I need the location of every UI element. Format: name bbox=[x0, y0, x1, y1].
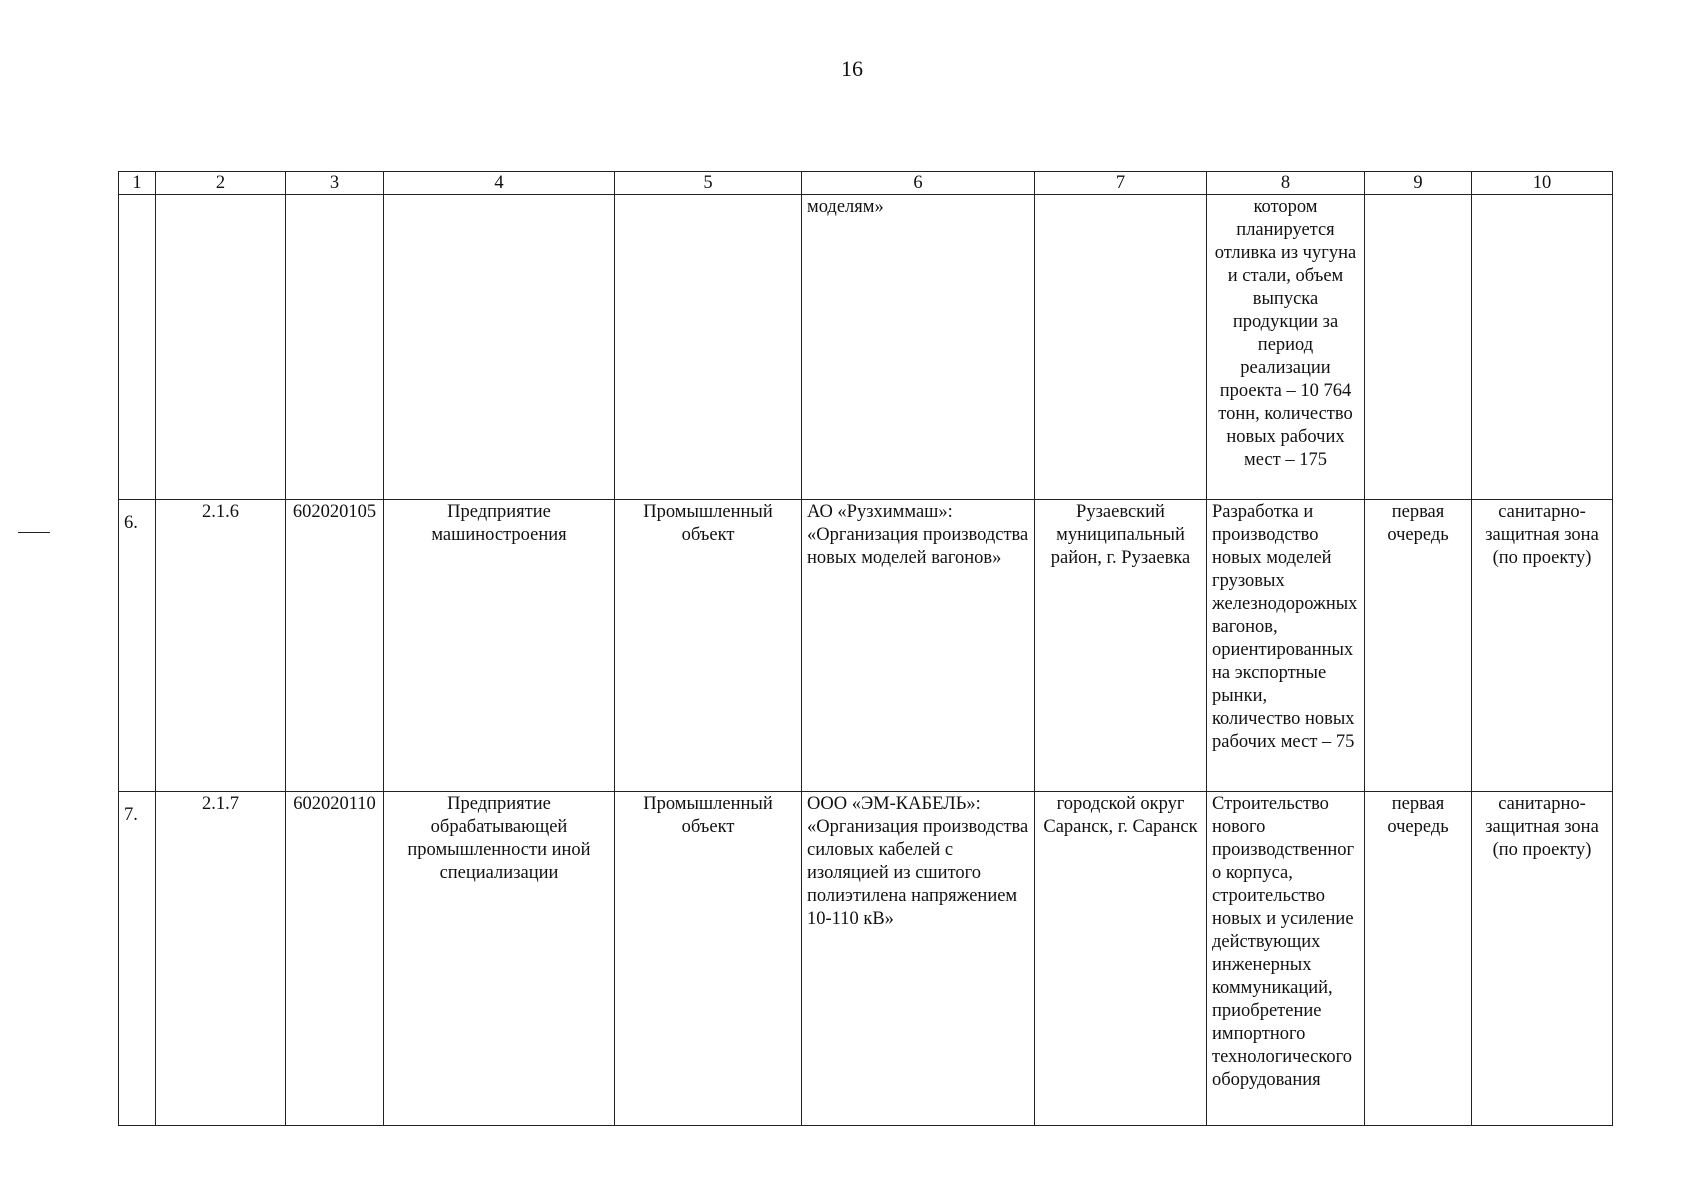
row-location: Рузаевский муниципальный район, г. Рузаевка bbox=[1035, 500, 1207, 792]
row-description: Строительство нового производственного корпуса, строительство новых и усиление действующих инженерных коммуникаций, приобретение импортного технологического оборудования bbox=[1207, 792, 1365, 1126]
row-stage: первая очередь bbox=[1365, 792, 1472, 1126]
table-cell bbox=[1365, 195, 1472, 500]
margin-dash-mark bbox=[18, 532, 50, 533]
header-cell: 2 bbox=[156, 172, 286, 195]
header-cell: 3 bbox=[286, 172, 384, 195]
row-zone: санитарно-защитная зона (по проекту) bbox=[1472, 792, 1613, 1126]
row-object-name: АО «Рузхиммаш»: «Организация производства новых моделей вагонов» bbox=[802, 500, 1035, 792]
header-cell: 6 bbox=[802, 172, 1035, 195]
table-cell bbox=[119, 195, 156, 500]
table-cell bbox=[615, 195, 802, 500]
row-object-name: ООО «ЭМ-КАБЕЛЬ»: «Организация производства силовых кабелей с изоляцией из сшитого полиэтилена напряжением 10-110 кВ» bbox=[802, 792, 1035, 1126]
register-table bbox=[118, 171, 1613, 1126]
table-cell bbox=[1035, 195, 1207, 500]
row-category: Промышленный объект bbox=[615, 792, 802, 1126]
object-name-continuation: моделям» bbox=[802, 195, 1035, 500]
header-cell: 9 bbox=[1365, 172, 1472, 195]
row-id: 602020110 bbox=[286, 792, 384, 1126]
table-cell bbox=[384, 195, 615, 500]
row-number: 7. bbox=[119, 792, 156, 1126]
header-cell: 7 bbox=[1035, 172, 1207, 195]
header-cell: 4 bbox=[384, 172, 615, 195]
table-cell bbox=[1472, 195, 1613, 500]
table-row bbox=[119, 792, 1613, 1126]
row-number: 6. bbox=[119, 500, 156, 792]
header-row bbox=[119, 172, 1613, 195]
description-continuation: котором планируется отливка из чугуна и стали, объем выпуска продукции за период реализации проекта – 10 764 тонн, количество новых рабочих мест – 175 bbox=[1207, 195, 1365, 500]
row-stage: первая очередь bbox=[1365, 500, 1472, 792]
row-code: 2.1.6 bbox=[156, 500, 286, 792]
header-cell: 5 bbox=[615, 172, 802, 195]
table-cell bbox=[286, 195, 384, 500]
table-row-continuation bbox=[119, 195, 1613, 500]
row-category: Промышленный объект bbox=[615, 500, 802, 792]
header-cell: 8 bbox=[1207, 172, 1365, 195]
row-type: Предприятие машиностроения bbox=[384, 500, 615, 792]
page-number: 16 bbox=[841, 56, 863, 81]
table-cell bbox=[156, 195, 286, 500]
row-location: городской округ Саранск, г. Саранск bbox=[1035, 792, 1207, 1126]
row-code: 2.1.7 bbox=[156, 792, 286, 1126]
row-description: Разработка и производство новых моделей грузовых железнодорожных вагонов, ориентированных на экспортные рынки, количество новых рабочих мест – 75 bbox=[1207, 500, 1365, 792]
table-row bbox=[119, 500, 1613, 792]
header-cell: 1 bbox=[119, 172, 156, 195]
row-type: Предприятие обрабатывающей промышленности иной специализации bbox=[384, 792, 615, 1126]
row-zone: санитарно-защитная зона (по проекту) bbox=[1472, 500, 1613, 792]
header-cell: 10 bbox=[1472, 172, 1613, 195]
row-id: 602020105 bbox=[286, 500, 384, 792]
